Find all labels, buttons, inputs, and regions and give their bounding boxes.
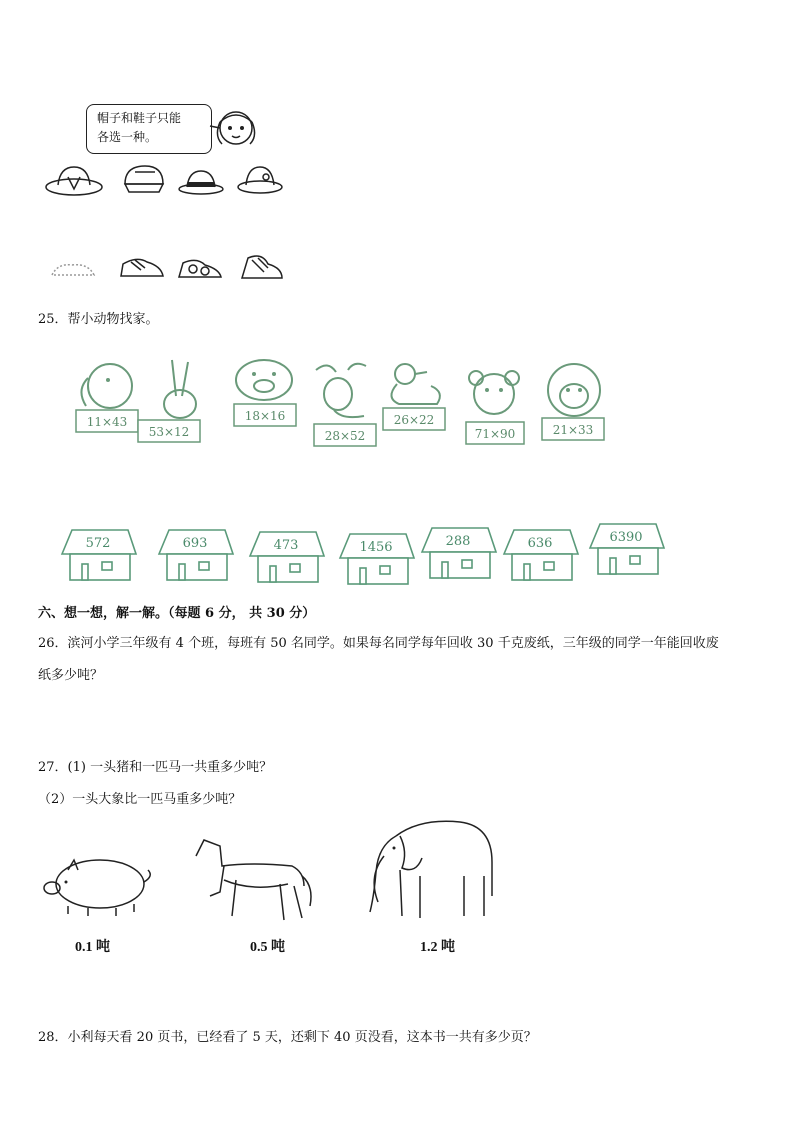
- house-4-number: 1456: [359, 540, 393, 555]
- house-2-number: 693: [182, 536, 208, 551]
- elephant-drawing: [360, 816, 510, 926]
- hat-4-icon: [236, 163, 286, 197]
- shoe-2-icon: [117, 252, 167, 282]
- question-25: 25．帮小动物找家。: [38, 312, 159, 327]
- goat-icon: [308, 360, 378, 456]
- house-5-number: 288: [445, 534, 471, 549]
- horse-drawing: [192, 836, 322, 926]
- house-3-number: 473: [273, 538, 299, 553]
- rabbit-expression: 53×12: [148, 425, 190, 439]
- house-7-number: 6390: [609, 530, 643, 545]
- speech-bubble: [86, 104, 212, 154]
- hat-3-icon: [177, 165, 227, 199]
- bubble-line-1: 帽子和鞋子只能: [97, 111, 182, 125]
- house-5: [418, 522, 498, 582]
- pig-drawing: [38, 852, 158, 922]
- question-26-line-2: 纸多少吨？: [38, 668, 104, 683]
- house-2: [155, 524, 235, 584]
- girl-face-icon: [206, 100, 266, 160]
- rabbit-icon: [136, 356, 206, 446]
- house-3: [246, 526, 326, 586]
- house-6: [500, 524, 580, 584]
- bear-icon: [462, 368, 532, 452]
- pig-icon: [230, 358, 300, 438]
- pig-expression: 18×16: [244, 409, 286, 423]
- house-1: [58, 524, 138, 584]
- elephant-weight: 1.2 吨: [420, 940, 455, 955]
- hat-1-icon: [44, 163, 104, 197]
- hat-2-icon: [119, 162, 169, 196]
- dog-expression: 11×43: [86, 415, 128, 429]
- duck-icon: [379, 358, 449, 438]
- goat-expression: 28×52: [324, 429, 366, 443]
- shoe-3-icon: [175, 253, 225, 283]
- house-6-number: 636: [527, 536, 553, 551]
- question-27-line-2: （2）一头大象比一匹马重多少吨？: [38, 792, 242, 807]
- bubble-line-2: 各选一种。: [97, 130, 158, 144]
- dog-icon: [74, 360, 144, 440]
- shoe-1-icon: [48, 255, 98, 285]
- monkey-icon: [538, 360, 612, 444]
- house-4: [336, 528, 416, 588]
- question-26-line-1: 26．滨河小学三年级有 4 个班，每班有 50 名同学。如果每名同学每年回收 30 千克废纸，三年级的同学一年能回收废: [38, 636, 719, 651]
- section-6-title: 六、想一想，解一解。（每题 6 分， 共 30 分）: [38, 606, 316, 621]
- pig-weight: 0.1 吨: [75, 940, 110, 955]
- shoe-4-icon: [236, 250, 286, 284]
- horse-weight: 0.5 吨: [250, 940, 285, 955]
- question-27-line-1: 27．(1) 一头猪和一匹马一共重多少吨？: [38, 760, 273, 775]
- monkey-expression: 21×33: [552, 423, 594, 437]
- bear-expression: 71×90: [474, 427, 516, 441]
- question-28: 28．小利每天看 20 页书，已经看了 5 天，还剩下 40 页没看，这本书一共有多少页？: [38, 1030, 537, 1045]
- house-1-number: 572: [85, 536, 111, 551]
- house-7: [586, 518, 666, 578]
- duck-expression: 26×22: [393, 413, 435, 427]
